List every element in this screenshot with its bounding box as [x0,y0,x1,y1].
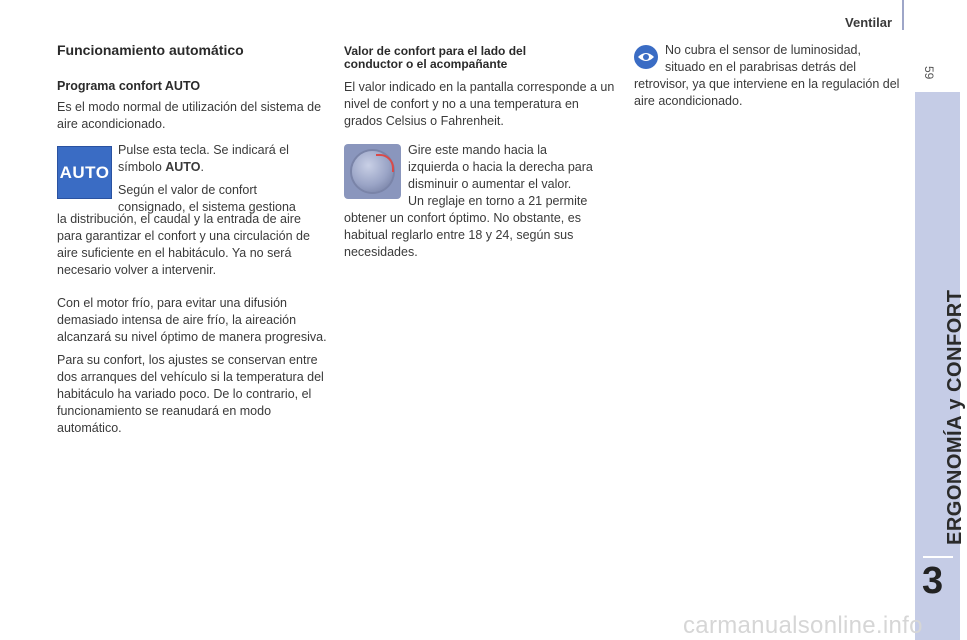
left-column [57,42,327,133]
turn-line-3: disminuir o aumentar el valor. [408,177,572,191]
press-line-2-prefix: símbolo [118,160,166,174]
turn-instruction [408,142,618,210]
eye-icon-glyph [637,51,655,63]
depending-line-2: consignado, el sistema gestiona [118,200,296,214]
note-header [665,42,905,76]
press-line-2-suffix: . [200,160,204,174]
comfort-heading-line-2: conductor o el acompañante [344,57,508,71]
middle-column [344,45,616,130]
note-body [634,76,906,110]
press-line-2 [118,159,328,176]
note-line-2: situado en el parabrisas detrás del [665,60,857,74]
value-paragraph: El valor indicado en la pantalla corresponde a un nivel de confort y no a una temperatura en grados Celsius o Fahrenheit. [344,80,615,128]
depending-line-1: Según el valor de confort [118,183,257,197]
turn-line-2: izquierda o hacia la derecha para [408,160,593,174]
intro-paragraph: Es el modo normal de utilización del sistema de aire acondicionado. [57,100,322,131]
comfort-heading-line-1: Valor de confort para el lado del [344,44,527,58]
press-line-1: Pulse esta tecla. Se indicará el [118,143,289,157]
depending-rest: la distribución, el caudal y la entrada de aire para garantizar el confort y una circulación de aire suficiente en el habitáculo. Ya no será necesario volver a intervenir. [57,212,310,277]
watermark-brand: carmanualsonline.info [683,612,923,639]
press-instruction [118,142,328,216]
chapter-divider [923,556,953,558]
note-line-1: No cubra el sensor de luminosidad, [665,43,861,57]
settings-kept-paragraph: Para su confort, los ajustes se conservan entre dos arranques del vehículo si la temperatura del habitáculo ha variado poco. De lo contrario, el funcionamiento se reanudará en modo automático. [57,353,324,435]
setting-rest: obtener un confort óptimo. No obstante, es habitual reglarlo entre 18 y 24, según sus necesidades. [344,211,581,259]
chapter-number: 3 [922,560,944,602]
setting-line-1: Un reglaje en torno a 21 permite [408,194,588,208]
auto-button-icon [57,146,112,199]
temperature-dial-icon [344,144,401,199]
press-line-2-bold: AUTO [165,160,201,174]
turn-line-1: Gire este mando hacia la [408,143,547,157]
dial-arc [376,154,394,172]
note-rest: retrovisor, ya que interviene en la regulación del aire acondicionado. [634,77,900,108]
section-heading: Funcionamiento automático [57,42,244,58]
middle-column-continued [344,210,616,261]
sidebar-divider [913,92,915,640]
cold-engine-paragraph: Con el motor frío, para evitar una difusión demasiado intensa de aire frío, la aireación alcanzará su nivel óptimo de manera progresiva. [57,296,327,344]
header-divider [902,0,904,30]
eye-icon [634,45,658,69]
subheading: Programa confort AUTO [57,79,201,93]
section-title: Ventilar [845,15,892,30]
page-number: 59 [922,66,936,80]
chapter-title: ERGONOMÍA y CONFORT [944,289,966,545]
left-column-continued [57,211,329,437]
auto-icon-label: AUTO [59,162,110,182]
